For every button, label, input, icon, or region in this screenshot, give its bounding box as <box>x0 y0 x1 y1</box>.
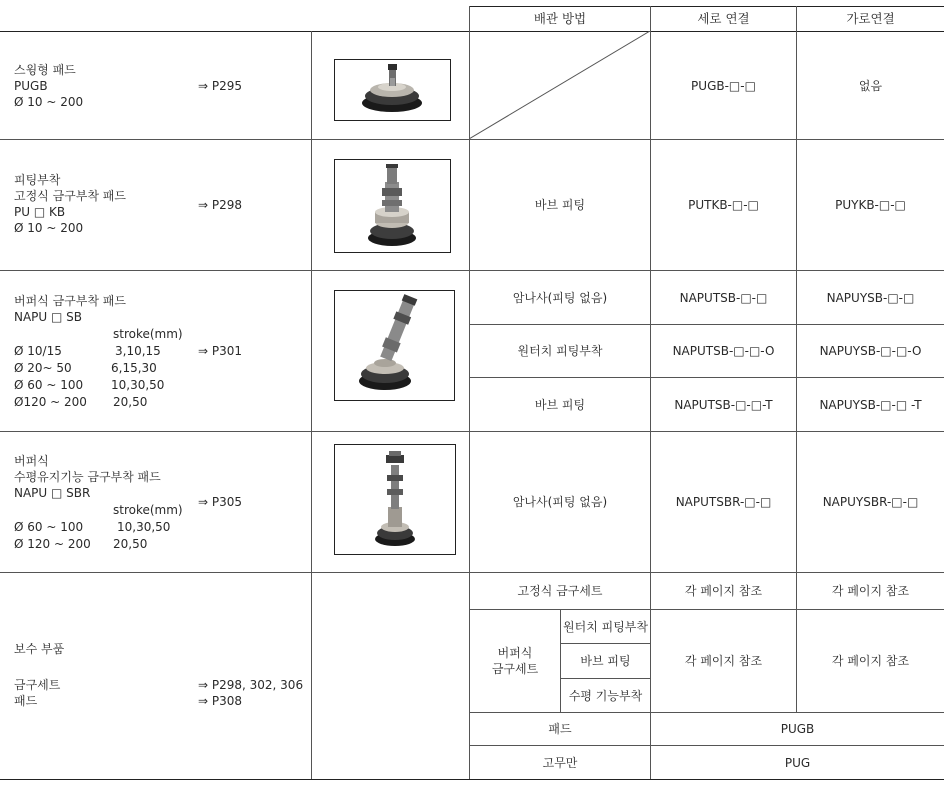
stroke-header: stroke(mm) <box>113 327 183 341</box>
buffer-set-label-line1: 버퍼식 <box>497 646 533 660</box>
page-reference: ⇒ P298 <box>198 198 243 212</box>
vertical-model: 각 페이지 참조 <box>684 584 763 598</box>
vertical-model: PUGB-□-□ <box>691 78 756 93</box>
horizontal-model: NAPUYSBR-□-□ <box>822 495 919 509</box>
buffer-set-label-line2: 금구세트 <box>491 662 539 676</box>
header-horizontal: 가로연결 <box>846 11 895 26</box>
stroke-value: 3,10,15 <box>115 344 161 358</box>
horizontal-model: NAPUYSB-□-□ -T <box>819 397 922 412</box>
product-name: 수평유지기능 금구부착 패드 <box>14 470 161 484</box>
product-note: 버퍼식 <box>14 454 49 468</box>
piping-method: 바브 피팅 <box>534 198 586 212</box>
diagonal-slash <box>469 31 651 140</box>
product-name: 고정식 금구부착 패드 <box>14 189 126 203</box>
buffer-set-option: 바브 피팅 <box>580 654 631 668</box>
product-name: 버퍼식 금구부착 패드 <box>14 294 126 308</box>
horizontal-model: NAPUYSB-□-□ <box>826 290 915 305</box>
maintenance-item-label: 패드 <box>14 694 38 708</box>
size-label: Ø 60 ~ 100 <box>14 520 84 534</box>
product-code: PU □ KB <box>14 205 66 219</box>
fixed-fitting-pad-image <box>334 159 451 253</box>
page-reference: ⇒ P295 <box>198 79 243 93</box>
vertical-model: 각 페이지 참조 <box>684 654 763 668</box>
buffer-set-option: 원터치 피팅부착 <box>563 619 648 634</box>
vertical-model: NAPUTSB-□-□-T <box>674 397 773 412</box>
product-code: PUGB <box>14 79 48 93</box>
stroke-header: stroke(mm) <box>113 503 183 517</box>
pad-label: 패드 <box>548 722 572 736</box>
size-label: Ø120 ~ 200 <box>14 395 87 409</box>
vertical-model: NAPUTSBR-□-□ <box>675 495 772 509</box>
vertical-model: NAPUTSB-□-□ <box>679 290 768 305</box>
piping-method: 암나사(피팅 없음) <box>512 290 608 305</box>
buffer-set-option: 수평 기능부착 <box>568 688 643 703</box>
piping-method: 원터치 피팅부착 <box>517 344 603 358</box>
horizontal-model: 없음 <box>858 78 883 93</box>
column-divider <box>311 31 312 779</box>
page-reference: ⇒ P301 <box>198 344 243 358</box>
swing-pad-image <box>334 59 451 121</box>
stroke-value: 20,50 <box>113 395 148 409</box>
product-size: Ø 10 ~ 200 <box>14 95 84 109</box>
vertical-model: PUTKB-□-□ <box>688 198 759 212</box>
piping-method: 바브 피팅 <box>534 397 586 412</box>
fixed-set-label: 고정식 금구세트 <box>517 584 603 598</box>
horizontal-model: PUYKB-□-□ <box>835 198 906 212</box>
pad-model: PUGB <box>780 722 815 736</box>
header-piping: 배관 방법 <box>533 11 587 26</box>
table-bottom-border <box>0 779 944 780</box>
size-label: Ø 120 ~ 200 <box>14 537 91 551</box>
buffer-pad-image <box>334 290 455 401</box>
page-reference: ⇒ P308 <box>198 694 243 708</box>
rubber-model: PUG <box>784 755 811 770</box>
page-reference: ⇒ P305 <box>198 495 243 509</box>
piping-method: 암나사(피팅 없음) <box>512 495 608 509</box>
size-label: Ø 20~ 50 <box>14 361 72 375</box>
stroke-value: 10,30,50 <box>117 520 171 534</box>
horizontal-model: NAPUYSB-□-□-O <box>819 344 922 358</box>
rubber-label: 고무만 <box>542 755 578 770</box>
maintenance-title: 보수 부품 <box>14 642 65 656</box>
size-label: Ø 60 ~ 100 <box>14 378 84 392</box>
stroke-value: 20,50 <box>113 537 148 551</box>
product-size: Ø 10 ~ 200 <box>14 221 84 235</box>
vertical-model: NAPUTSB-□-□-O <box>672 344 775 358</box>
maintenance-item-label: 금구세트 <box>14 678 61 692</box>
stroke-value: 10,30,50 <box>111 378 165 392</box>
level-buffer-pad-image <box>334 444 456 555</box>
buffer-set-label <box>470 610 560 712</box>
page-reference: ⇒ P298, 302, 306 <box>198 678 304 692</box>
stroke-value: 6,15,30 <box>111 361 157 375</box>
product-code: NAPU □ SBR <box>14 486 91 500</box>
product-name: 스윙형 패드 <box>14 63 76 77</box>
size-label: Ø 10/15 <box>14 344 62 358</box>
horizontal-model: 각 페이지 참조 <box>831 584 910 598</box>
horizontal-model: 각 페이지 참조 <box>831 654 910 668</box>
header-vertical: 세로 연결 <box>697 11 750 26</box>
product-code: NAPU □ SB <box>14 310 83 324</box>
product-note: 피팅부착 <box>14 173 61 187</box>
